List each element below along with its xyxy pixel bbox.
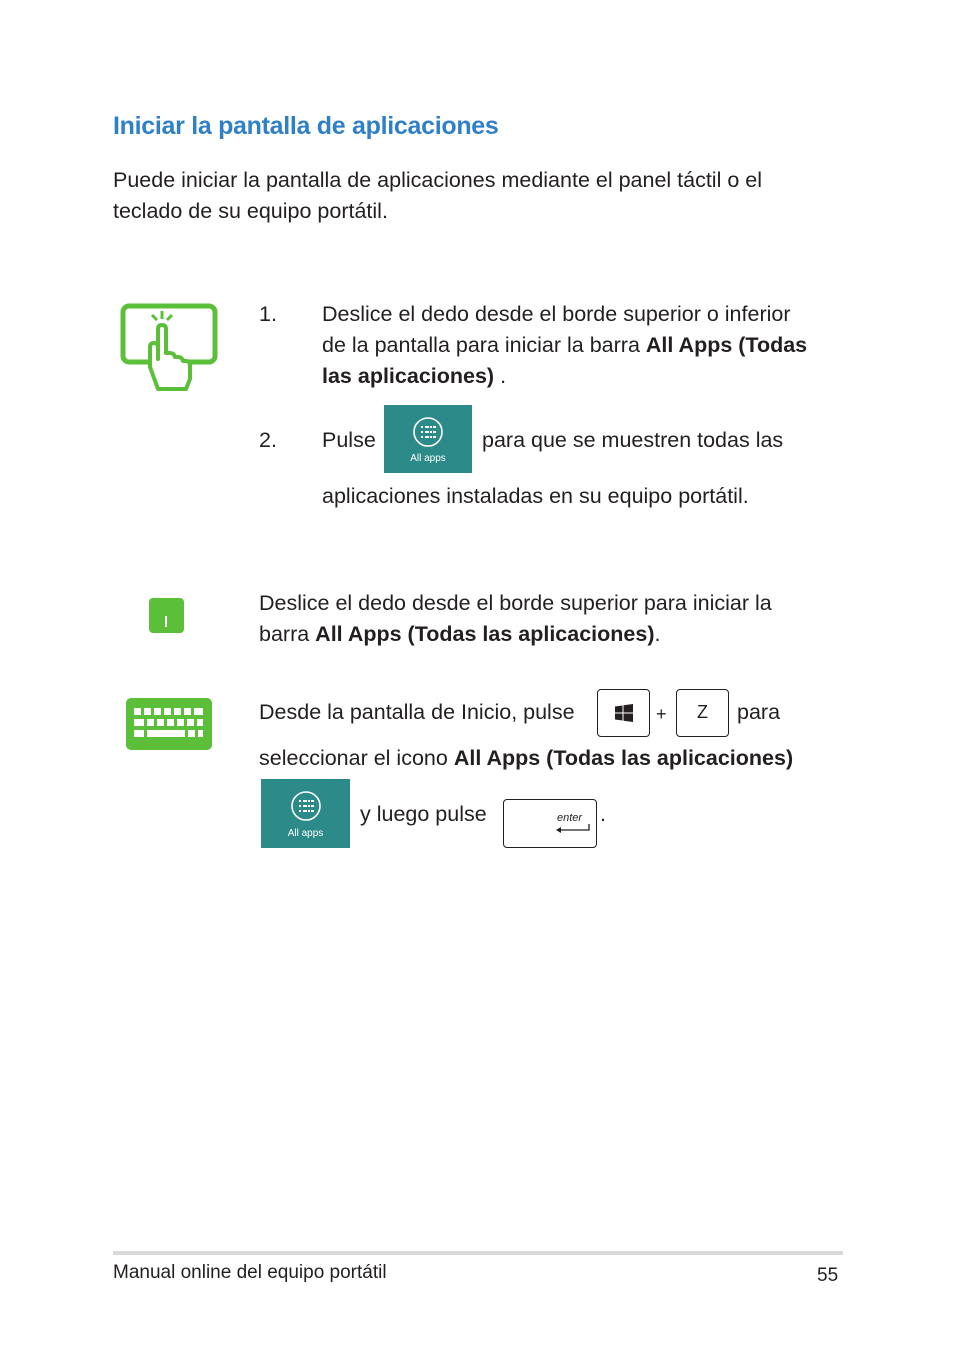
step-number: 2.: [259, 428, 277, 452]
step2-pre: Pulse: [322, 428, 376, 452]
step1-line2: de la pantalla para iniciar la barra All Apps (Todas: [322, 333, 808, 357]
touchpad-text: [259, 588, 772, 650]
all-apps-tile[interactable]: [261, 779, 350, 848]
step1-line1: Deslice el dedo desde el borde superior o inferior: [322, 302, 791, 326]
enter-arrow-icon: [556, 824, 592, 834]
section-heading: Iniciar la pantalla de aplicaciones: [113, 112, 499, 140]
keyboard-line1-post: para: [737, 700, 781, 724]
touchpad-line2: barra All Apps (Todas las aplicaciones).: [259, 622, 661, 646]
step1-text: [322, 299, 807, 392]
keyboard-line3-mid: y luego pulse: [360, 802, 487, 826]
keyboard-line2: seleccionar el icono All Apps (Todas las aplicaciones): [259, 746, 794, 770]
all-apps-tile-label: All apps: [287, 828, 324, 839]
step2-line2: aplicaciones instaladas en su equipo portátil.: [322, 484, 749, 508]
touchpad-icon: [149, 598, 184, 633]
all-apps-tile[interactable]: [384, 405, 472, 473]
step1-line3: las aplicaciones) .: [322, 364, 507, 388]
keyboard-line1-pre: Desde la pantalla de Inicio, pulse: [259, 700, 575, 724]
footer-title: Manual online del equipo portátil: [113, 1262, 387, 1283]
step-number: 1.: [259, 302, 277, 326]
footer-rule: [113, 1251, 843, 1255]
intro-paragraph: Puede iniciar la pantalla de aplicaciones mediante el panel táctil o el teclado de su equipo portátil.: [113, 168, 762, 223]
all-apps-icon: [290, 790, 322, 822]
step2-post: para que se muestren todas las: [482, 428, 784, 452]
enter-key-label: enter: [557, 812, 583, 824]
touchscreen-swipe-icon: [120, 303, 220, 400]
keyboard-icon: [126, 698, 212, 755]
all-apps-tile-label: All apps: [410, 453, 446, 464]
windows-key[interactable]: [597, 689, 650, 737]
enter-key[interactable]: [503, 799, 597, 848]
windows-logo-icon: [615, 704, 633, 722]
touchpad-line1: Deslice el dedo desde el borde superior para iniciar la: [259, 591, 772, 615]
keyboard-line3-post: .: [600, 802, 606, 826]
plus-sign: +: [656, 704, 667, 724]
all-apps-icon: [412, 416, 444, 448]
page-number: 55: [817, 1265, 839, 1286]
z-key[interactable]: Z: [676, 689, 729, 737]
